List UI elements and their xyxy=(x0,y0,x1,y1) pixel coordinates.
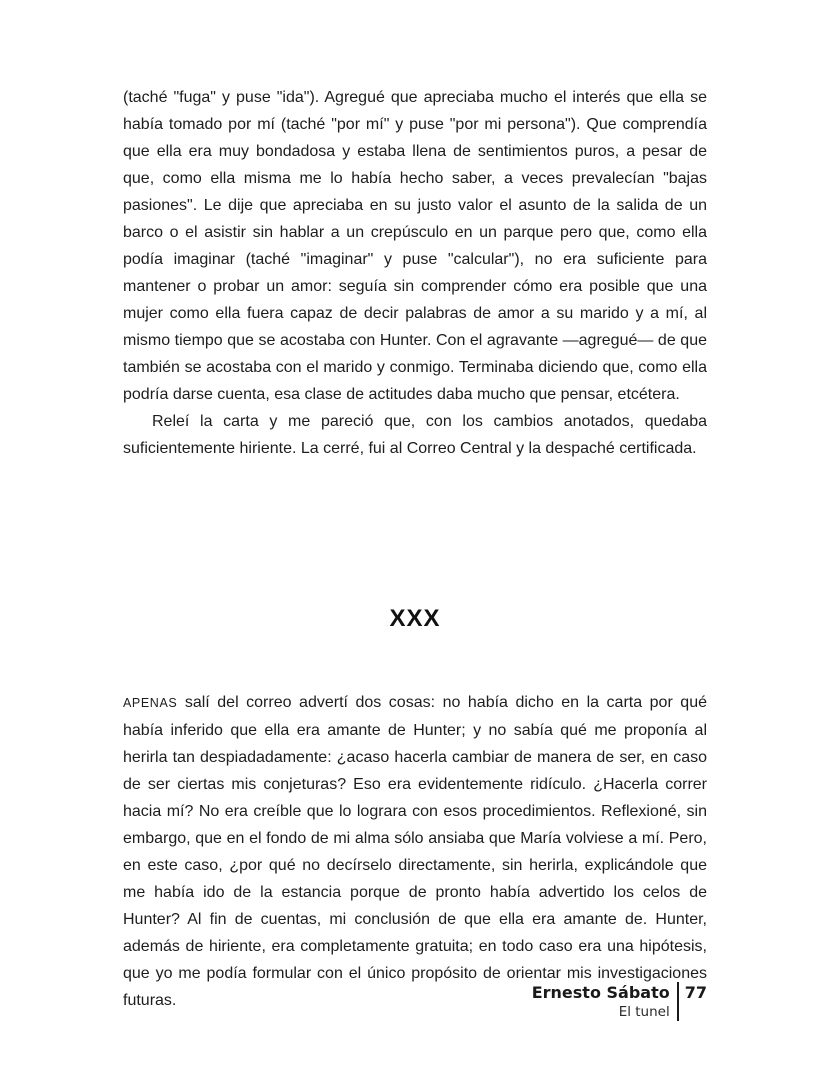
chapter-lead-word: APENAS xyxy=(123,696,178,710)
footer-left-column xyxy=(532,982,677,1021)
paragraph-letter-revision: (taché "fuga" y puse "ida"). Agregué que apreciaba mucho el interés que ella se había tomado por mí (taché "por mí" y puse "por mi persona"). Que comprendía que ella era muy bondadosa y estaba llena de sentimientos puros, a pesar de que, como ella misma me lo había hecho saber, a veces prevalecían "bajas pasiones". Le dije que apreciaba en su justo valor el asunto de la salida de un barco o el asistir sin hablar a un crepúsculo en un parque pero que, como ella podía imaginar (taché "imaginar" y puse "calcular"), no era suficiente para mantener o probar un amor: seguía sin comprender cómo era posible que una mujer como ella fuera capaz de decir palabras de amor a su marido y a mí, al mismo tiempo que se acostaba con Hunter. Con el agravante —agregué— de que también se acostaba con el marido y conmigo. Terminaba diciendo que, como ella podría darse cuenta, esa clase de actitudes daba mucho que pensar, etcétera. xyxy=(123,89,707,403)
paragraph-letter-sent: Releí la carta y me pareció que, con los cambios anotados, quedaba suficientemente hiriente. La cerré, fui al Correo Central y la despaché certificada. xyxy=(123,413,707,457)
chapter-opening-text: salí del correo advertí dos cosas: no había dicho en la carta por qué había inferido que ella era amante de Hunter; y no sabía qué me proponía al herirla tan despiadadamente: ¿acaso hacerla cambiar de manera de ser, en caso de ser ciertas mis conjeturas? Eso era evidentemente ridículo. ¿Hacerla correr hacia mí? No era creíble que lo lograra con esos procedimientos. Reflexioné, sin embargo, que en el fondo de mi alma sólo ansiaba que María volviese a mí. Pero, en este caso, ¿por qué no decírselo directamente, sin herirla, explicándole que me había ido de la estancia porque de pronto había advertido los celos de Hunter? Al fin de cuentas, mi conclusión de que ella era amante de. Hunter, además de hiriente, era completamente gratuita; en todo caso era una hipótesis, que yo me podía formular con el único propósito de orientar mis investigaciones futuras. xyxy=(123,694,707,1009)
page-footer xyxy=(532,982,707,1021)
paragraph-chapter-opening xyxy=(123,689,707,1014)
footer-book-title: El tunel xyxy=(618,1004,670,1020)
chapter-heading: XXX xyxy=(389,605,441,632)
footer-author-name: Ernesto Sábato xyxy=(531,983,670,1002)
page-body xyxy=(123,84,707,1014)
footer-page-number: 77 xyxy=(684,983,707,1002)
